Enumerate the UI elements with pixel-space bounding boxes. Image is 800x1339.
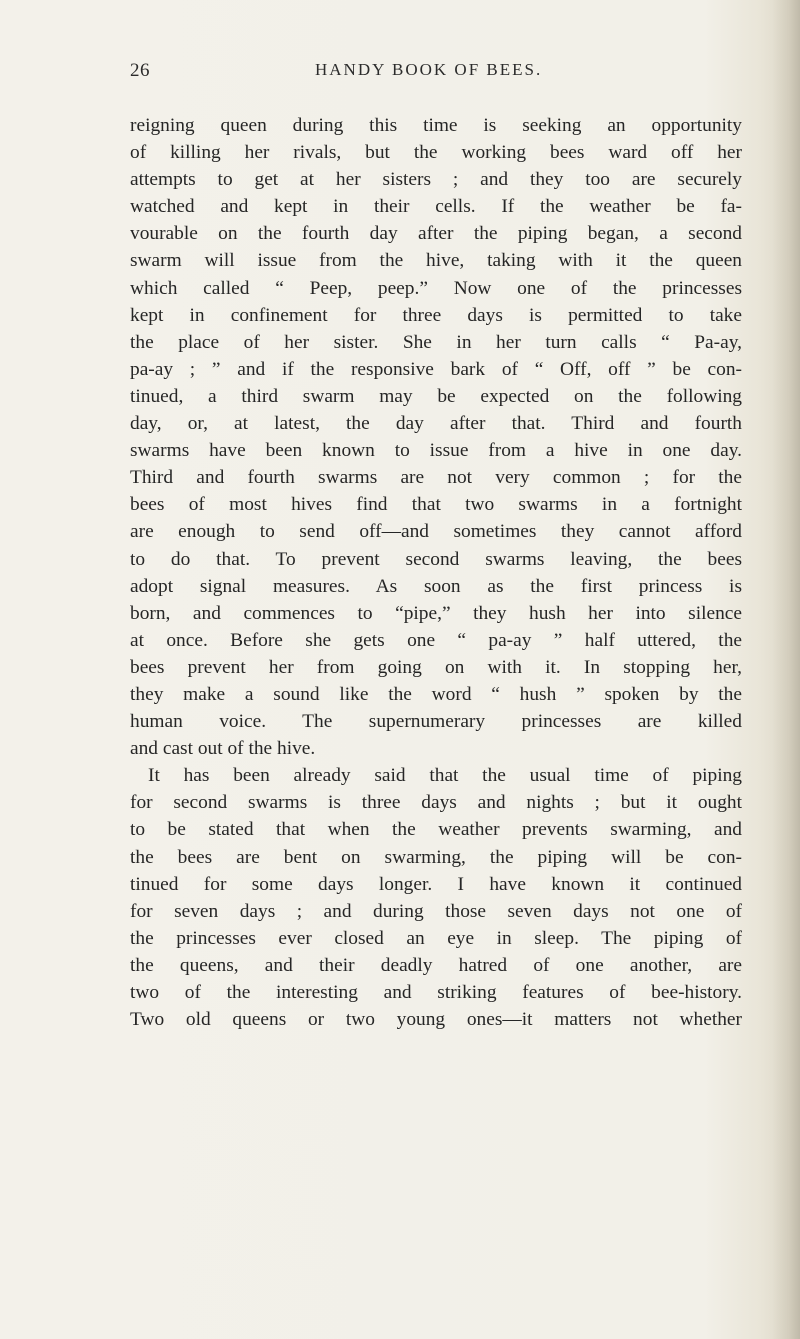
running-head: HANDY BOOK OF BEES. bbox=[315, 60, 543, 79]
text-line: of killing her rivals, but the working bees ward off her bbox=[130, 142, 742, 164]
text-line: adopt signal measures. As soon as the first princess is bbox=[130, 575, 742, 597]
text-line: for second swarms is three days and nights ; but it ought bbox=[130, 792, 742, 814]
text-line: to be stated that when the weather prevents swarming, and bbox=[130, 819, 742, 841]
page-number: 26 bbox=[130, 60, 150, 81]
text-line: bees of most hives find that two swarms in a fortnight bbox=[130, 494, 742, 516]
text-line: the queens, and their deadly hatred of one another, are bbox=[130, 954, 742, 976]
page-edge-shadow bbox=[772, 0, 800, 1339]
text-line: tinued, a third swarm may be expected on the following bbox=[130, 385, 742, 407]
text-line: the bees are bent on swarming, the piping will be con- bbox=[130, 846, 742, 868]
text-line: vourable on the fourth day after the piping began, a second bbox=[130, 223, 742, 245]
text-line: two of the interesting and striking features of bee-history. bbox=[130, 982, 742, 1003]
text-line: Third and fourth swarms are not very common ; for the bbox=[130, 467, 742, 489]
text-line: they make a sound like the word “ hush ” spoken by the bbox=[130, 683, 742, 705]
text-line: for seven days ; and during those seven days not one of bbox=[130, 900, 742, 922]
text-line: day, or, at latest, the day after that. Third and fourth bbox=[130, 413, 742, 435]
body-text bbox=[130, 112, 742, 1033]
text-line: to do that. To prevent second swarms leaving, the bees bbox=[130, 548, 742, 570]
text-line: at once. Before she gets one “ pa-ay ” half uttered, the bbox=[130, 629, 742, 651]
text-line: pa-ay ; ” and if the responsive bark of “ Off, off ” be con- bbox=[130, 358, 742, 380]
text-line: are enough to send off—and sometimes they cannot afford bbox=[130, 521, 742, 543]
text-line: swarm will issue from the hive, taking with it the queen bbox=[130, 250, 742, 272]
text-line: watched and kept in their cells. If the weather be fa- bbox=[130, 196, 742, 218]
text-line: which called “ Peep, peep.” Now one of the princesses bbox=[130, 277, 742, 299]
text-line: the princesses ever closed an eye in sleep. The piping of bbox=[130, 927, 742, 949]
text-line: human voice. The supernumerary princesses are killed bbox=[130, 711, 742, 733]
text-line: attempts to get at her sisters ; and they too are securely bbox=[130, 169, 742, 191]
page-header bbox=[130, 60, 740, 86]
text-line: kept in confinement for three days is permitted to take bbox=[130, 304, 742, 326]
text-line: bees prevent her from going on with it. In stopping her, bbox=[130, 656, 742, 678]
text-line: tinued for some days longer. I have known it continued bbox=[130, 873, 742, 895]
paragraph-last-line: and cast out of the hive. bbox=[130, 738, 316, 760]
text-line: the place of her sister. She in her turn calls “ Pa-ay, bbox=[130, 331, 742, 353]
text-line: reigning queen during this time is seeking an opportunity bbox=[130, 115, 742, 136]
paragraph-first-line: It has been already said that the usual time of piping bbox=[148, 765, 742, 787]
text-line: born, and commences to “pipe,” they hush her into silence bbox=[130, 602, 742, 624]
text-line: Two old queens or two young ones—it matters not whether bbox=[130, 1009, 742, 1031]
text-line: swarms have been known to issue from a hive in one day. bbox=[130, 440, 742, 462]
